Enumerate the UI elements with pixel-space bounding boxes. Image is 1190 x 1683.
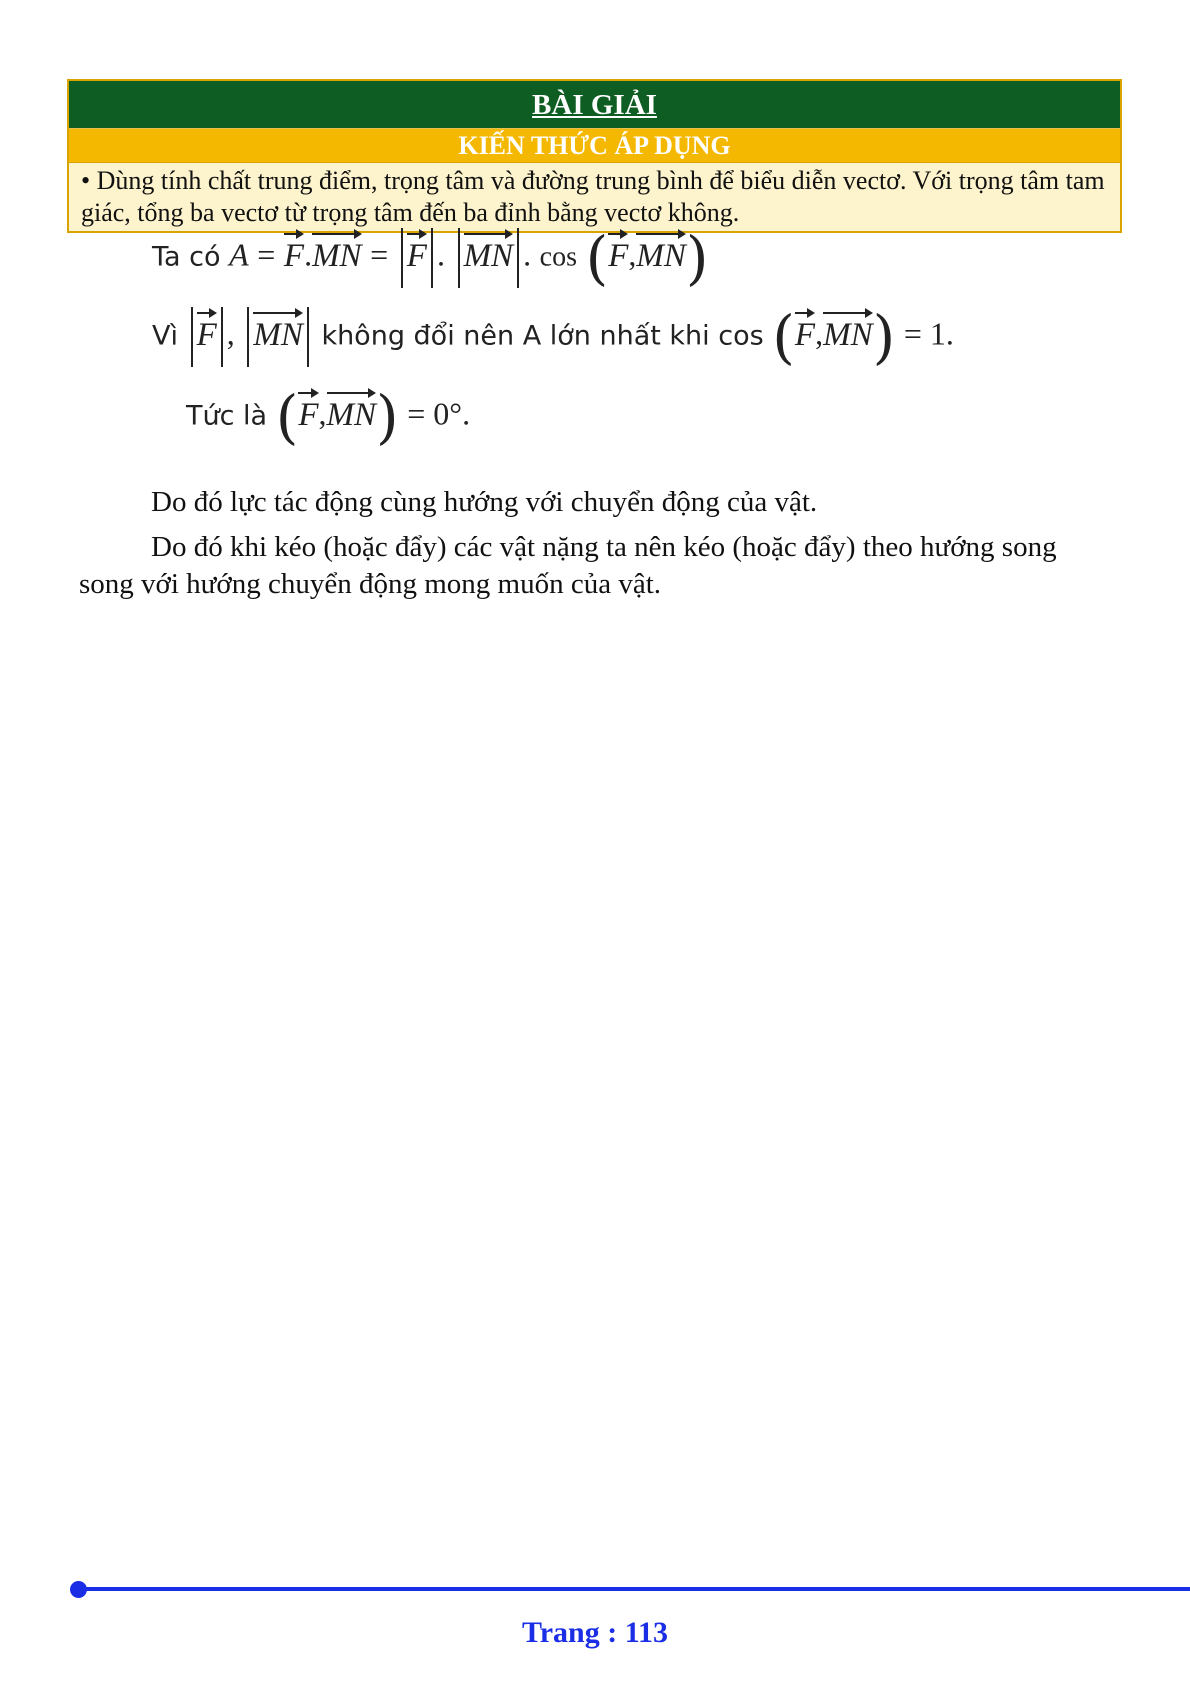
knowledge-box — [67, 79, 1122, 233]
knowledge-text: • Dùng tính chất trung điểm, trọng tâm và đường trung bình để biểu diễn vectơ. Với trọng tâm tam giác, tổng ba vectơ từ trọng tâm đến ba đỉnh bằng vectơ không. — [69, 162, 1120, 231]
vector-mn: MN — [327, 389, 377, 434]
vector-f: F — [608, 230, 628, 275]
comma: , — [628, 236, 637, 273]
formula-result: = 1. — [903, 315, 954, 352]
equals-sign: = — [370, 236, 389, 273]
dot-operator: . — [523, 236, 532, 273]
variable-a: A — [229, 236, 249, 273]
footer-divider — [78, 1587, 1190, 1591]
vector-mn: MN — [823, 309, 873, 354]
paren-close: ) — [872, 303, 896, 371]
vector-f: F — [795, 309, 815, 354]
vector-mn: MN — [464, 230, 514, 275]
formula-prefix: Tức là — [186, 400, 268, 432]
abs-bar — [247, 307, 249, 367]
formula-prefix: Ta có — [152, 241, 221, 273]
equals-sign: = — [257, 236, 276, 273]
vector-f: F — [284, 230, 304, 275]
paren-close: ) — [685, 224, 709, 292]
paragraph-conclusion-1: Do đó lực tác động cùng hướng với chuyển động của vật. — [151, 486, 818, 518]
section-subtitle: KIẾN THỨC ÁP DỤNG — [69, 128, 1120, 162]
paren-open: ( — [585, 224, 609, 292]
formula-middle-text: không đổi nên A lớn nhất khi cos — [321, 320, 764, 352]
comma: , — [318, 395, 327, 432]
paren-close: ) — [376, 383, 399, 451]
dot-operator: . — [436, 236, 445, 273]
formula-line-1 — [152, 224, 709, 292]
dot-operator: . — [304, 236, 313, 273]
abs-bar — [458, 228, 460, 288]
vector-mn: MN — [312, 230, 362, 275]
formula-result: = 0°. — [407, 395, 471, 432]
formula-line-2 — [152, 303, 954, 371]
abs-bar — [431, 228, 433, 288]
comma: , — [226, 315, 235, 352]
abs-bar — [307, 307, 309, 367]
vector-f: F — [407, 230, 427, 275]
comma: , — [815, 315, 824, 352]
cos-function: cos — [539, 241, 577, 273]
paragraph-conclusion-2: Do đó khi kéo (hoặc đẩy) các vật nặng ta nên kéo (hoặc đẩy) theo hướng song song với hướng chuyển động mong muốn của vật. — [79, 531, 1057, 600]
formula-prefix: Vì — [152, 320, 178, 352]
section-title: BÀI GIẢI — [69, 81, 1120, 128]
vector-mn: MN — [253, 309, 303, 354]
vector-mn: MN — [636, 230, 686, 275]
abs-bar — [517, 228, 519, 288]
abs-bar — [221, 307, 223, 367]
abs-bar — [401, 228, 403, 288]
formula-line-3 — [186, 383, 471, 451]
abs-bar — [191, 307, 193, 367]
paren-open: ( — [772, 303, 795, 371]
vector-f: F — [298, 389, 318, 434]
paren-open: ( — [275, 383, 299, 451]
vector-f: F — [197, 309, 217, 354]
page-number: Trang : 113 — [521, 1616, 669, 1649]
